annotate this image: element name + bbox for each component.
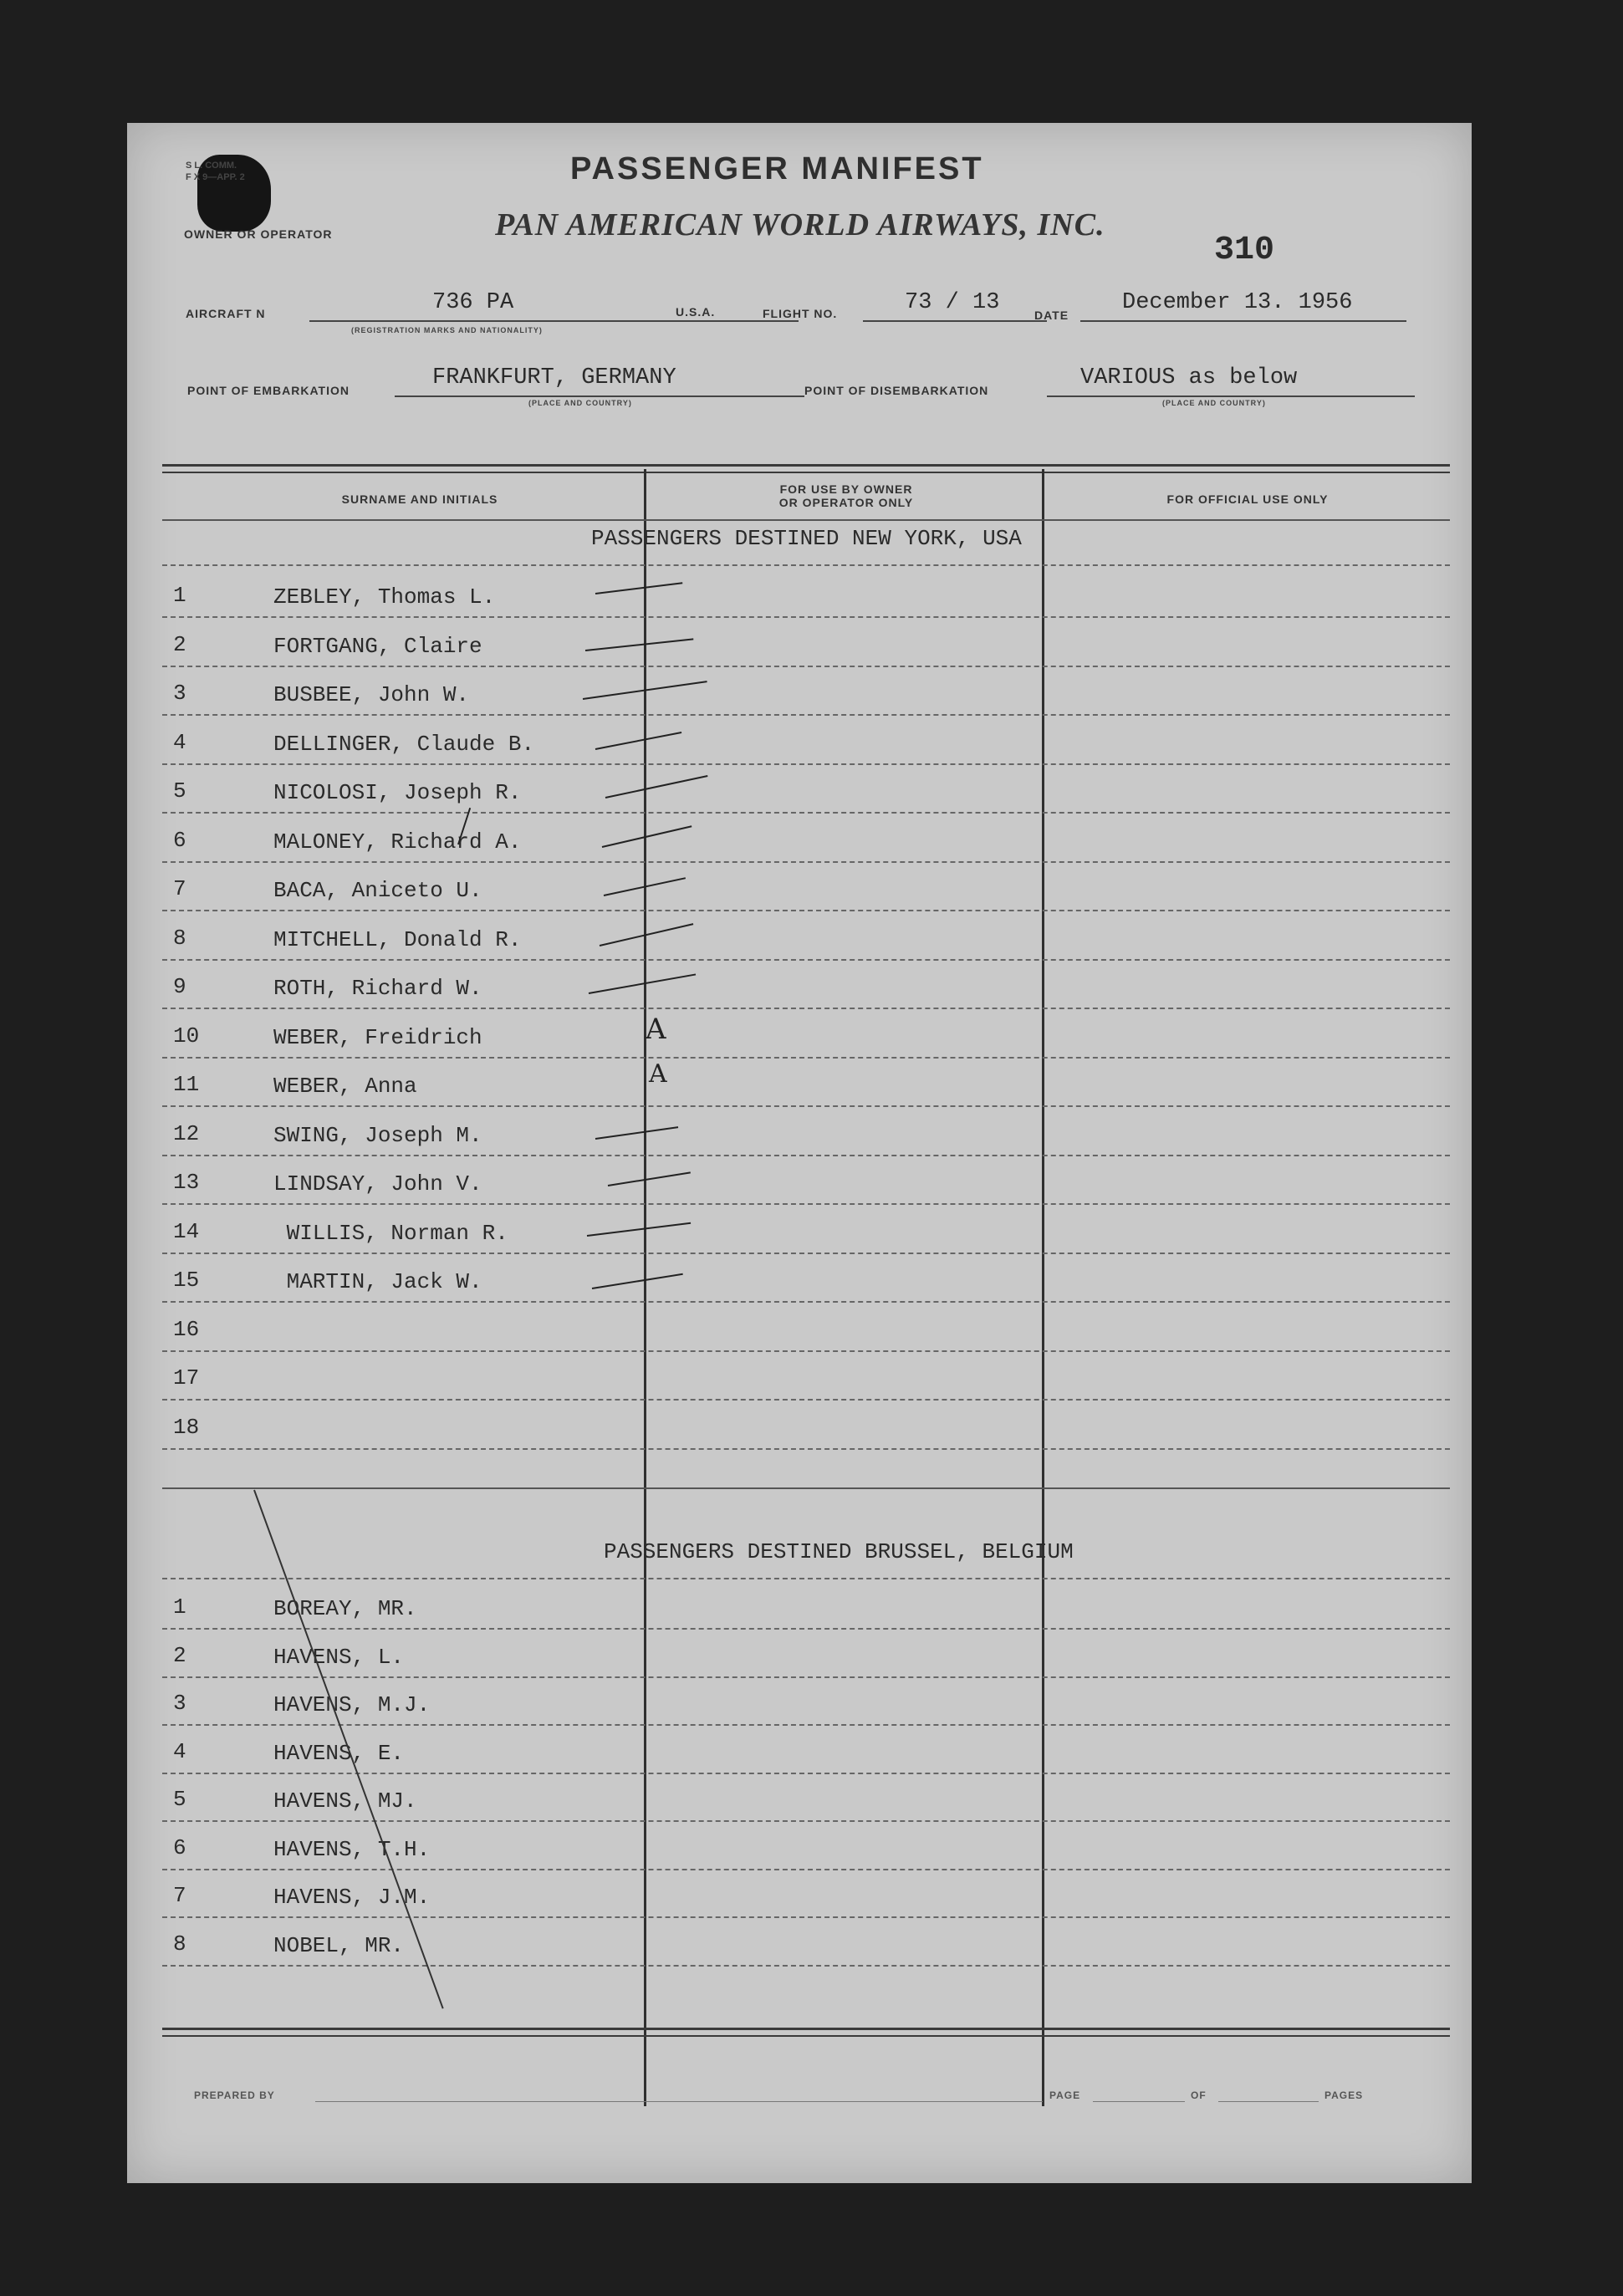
flight-underline (863, 320, 1047, 322)
row-number: 2 (173, 631, 186, 657)
row-number: 7 (173, 1883, 186, 1908)
passenger-name: FORTGANG, Claire (273, 633, 482, 659)
passenger-name: BACA, Aniceto U. (273, 878, 482, 903)
passenger-name: BOREAY, MR. (273, 1596, 417, 1621)
row-rule (162, 1628, 1450, 1630)
passenger-name: NICOLOSI, Joseph R. (273, 780, 522, 805)
usa-label: U.S.A. (676, 305, 716, 319)
row-number: 11 (173, 1072, 200, 1097)
row-number: 2 (173, 1642, 186, 1668)
passenger-name: WEBER, Anna (273, 1074, 417, 1099)
row-rule (162, 564, 1450, 566)
row-rule (162, 1057, 1450, 1059)
row-number: 7 (173, 876, 186, 901)
row-number: 10 (173, 1023, 200, 1049)
row-number: 17 (173, 1365, 200, 1390)
disembarkation-underline (1047, 395, 1415, 397)
embarkation-sublabel: (PLACE AND COUNTRY) (528, 399, 632, 407)
form-code-line: S L. COMM. (186, 161, 237, 171)
row-rule (162, 666, 1450, 667)
page-number: 310 (1214, 232, 1275, 269)
passenger-name: ROTH, Richard W. (273, 976, 482, 1001)
row-rule (162, 763, 1450, 765)
check-mark (592, 1273, 683, 1289)
owner-value: PAN AMERICAN WORLD AIRWAYS, INC. (495, 207, 1105, 242)
passenger-name: MALONEY, Richard A. (273, 829, 522, 855)
row-rule (162, 1916, 1450, 1918)
row-rule (162, 1253, 1450, 1254)
row-number: 3 (173, 1691, 186, 1716)
row-rule (162, 1487, 1450, 1489)
aircraft-underline (309, 320, 799, 322)
row-rule (162, 1155, 1450, 1156)
row-rule (162, 910, 1450, 911)
row-rule (162, 1820, 1450, 1822)
passenger-name: HAVENS, E. (273, 1740, 405, 1766)
owner-use-header-line: OR OPERATOR ONLY (778, 496, 914, 509)
row-rule (162, 959, 1450, 961)
date-label: DATE (1034, 309, 1069, 322)
prepared-by-line (315, 2101, 1043, 2102)
table-top-rule (162, 464, 1450, 473)
passenger-name: DELLINGER, Claude B. (273, 731, 535, 757)
check-mark (608, 1171, 691, 1186)
row-rule (162, 1008, 1450, 1009)
passenger-name: NOBEL, MR. (273, 1932, 405, 1958)
passenger-name: MARTIN, Jack W. (273, 1269, 482, 1294)
aircraft-sublabel: (REGISTRATION MARKS AND NATIONALITY) (351, 326, 543, 334)
row-rule (162, 1676, 1450, 1678)
section-heading-new-york: PASSENGERS DESTINED NEW YORK, USA (591, 526, 1022, 551)
row-number: 8 (173, 925, 186, 951)
row-number: 9 (173, 974, 186, 999)
row-number: 16 (173, 1316, 200, 1342)
passenger-name: SWING, Joseph M. (273, 1122, 482, 1148)
row-number: 14 (173, 1218, 200, 1244)
row-number: 1 (173, 583, 186, 608)
prepared-by-label: PREPARED BY (194, 2089, 275, 2101)
row-number: 4 (173, 729, 186, 755)
surname-column-header: SURNAME AND INITIALS (341, 492, 498, 506)
check-mark (600, 923, 694, 946)
row-number: 6 (173, 1834, 186, 1860)
row-number: 1 (173, 1594, 186, 1620)
aircraft-label: AIRCRAFT N (186, 307, 266, 320)
passenger-name: HAVENS, J.M. (273, 1885, 431, 1910)
owner-use-header-line: FOR USE BY OWNER (779, 482, 913, 496)
check-mark (587, 1222, 691, 1237)
handwritten-mark: A (646, 1013, 666, 1046)
row-number: 13 (173, 1170, 200, 1195)
row-rule (162, 812, 1450, 814)
row-number: 18 (173, 1414, 200, 1440)
passenger-name: ZEBLEY, Thomas L. (273, 584, 496, 610)
row-rule (162, 1724, 1450, 1726)
row-number: 6 (173, 827, 186, 853)
row-rule (162, 1448, 1450, 1450)
row-rule (162, 1399, 1450, 1401)
passenger-name: HAVENS, L. (273, 1644, 405, 1670)
row-number: 5 (173, 778, 186, 804)
passenger-name: HAVENS, T.H. (273, 1836, 431, 1862)
passenger-name: HAVENS, M.J. (273, 1692, 431, 1717)
row-number: 3 (173, 681, 186, 706)
row-rule (162, 1350, 1450, 1352)
official-use-column-header: FOR OFFICIAL USE ONLY (1166, 492, 1329, 506)
row-number: 12 (173, 1120, 200, 1146)
check-mark (595, 582, 682, 594)
row-number: 5 (173, 1787, 186, 1812)
of-line (1218, 2101, 1319, 2102)
date-underline (1080, 320, 1406, 322)
row-rule (162, 1869, 1450, 1870)
check-mark (589, 973, 696, 994)
owner-label: OWNER OR OPERATOR (184, 227, 333, 241)
row-rule (162, 861, 1450, 863)
row-rule (162, 1105, 1450, 1107)
row-number: 8 (173, 1931, 186, 1957)
embarkation-underline (395, 395, 804, 397)
of-label: OF (1191, 2089, 1207, 2101)
row-number: 4 (173, 1738, 186, 1764)
row-rule (162, 1203, 1450, 1205)
row-rule (162, 1578, 1450, 1579)
check-mark (585, 638, 693, 651)
row-rule (162, 714, 1450, 716)
disembarkation-value: VARIOUS as below (1080, 365, 1298, 390)
aircraft-value: 736 PA (432, 290, 514, 315)
table-bottom-rule (162, 2028, 1450, 2037)
embarkation-label: POINT OF EMBARKATION (187, 384, 350, 397)
passenger-name: WEBER, Freidrich (273, 1024, 482, 1050)
check-mark (595, 732, 681, 750)
passenger-name: HAVENS, MJ. (273, 1788, 417, 1814)
disembarkation-label: POINT OF DISEMBARKATION (804, 384, 989, 397)
row-rule (162, 1301, 1450, 1303)
disembarkation-sublabel: (PLACE AND COUNTRY) (1162, 399, 1266, 407)
passenger-name: MITCHELL, Donald R. (273, 926, 522, 952)
pages-label: PAGES (1324, 2089, 1364, 2101)
manifest-sheet (127, 123, 1472, 2183)
passenger-name: BUSBEE, John W. (273, 682, 470, 707)
row-rule (162, 1965, 1450, 1967)
flight-number-value: 73 / 13 (905, 290, 1000, 315)
handwritten-mark: A (649, 1059, 667, 1089)
form-code-line: F X 9—APP. 2 (186, 172, 245, 182)
embarkation-value: FRANKFURT, GERMANY (432, 365, 676, 390)
flight-number-label: FLIGHT NO. (763, 307, 838, 320)
check-mark (602, 825, 692, 848)
form-code (186, 160, 245, 183)
header-bottom-rule (162, 519, 1450, 521)
check-mark (605, 775, 708, 798)
check-mark (595, 1126, 678, 1140)
section-heading-brussel: PASSENGERS DESTINED BRUSSEL, BELGIUM (604, 1539, 1074, 1564)
date-value: December 13. 1956 (1122, 290, 1353, 315)
page-label: PAGE (1049, 2089, 1081, 2101)
owner-use-column-header (712, 482, 980, 509)
passenger-name: LINDSAY, John V. (273, 1171, 482, 1196)
passenger-name: WILLIS, Norman R. (273, 1220, 508, 1246)
page-line (1093, 2101, 1185, 2102)
page-title: PASSENGER MANIFEST (570, 151, 984, 186)
row-number: 15 (173, 1268, 200, 1293)
row-rule (162, 616, 1450, 618)
